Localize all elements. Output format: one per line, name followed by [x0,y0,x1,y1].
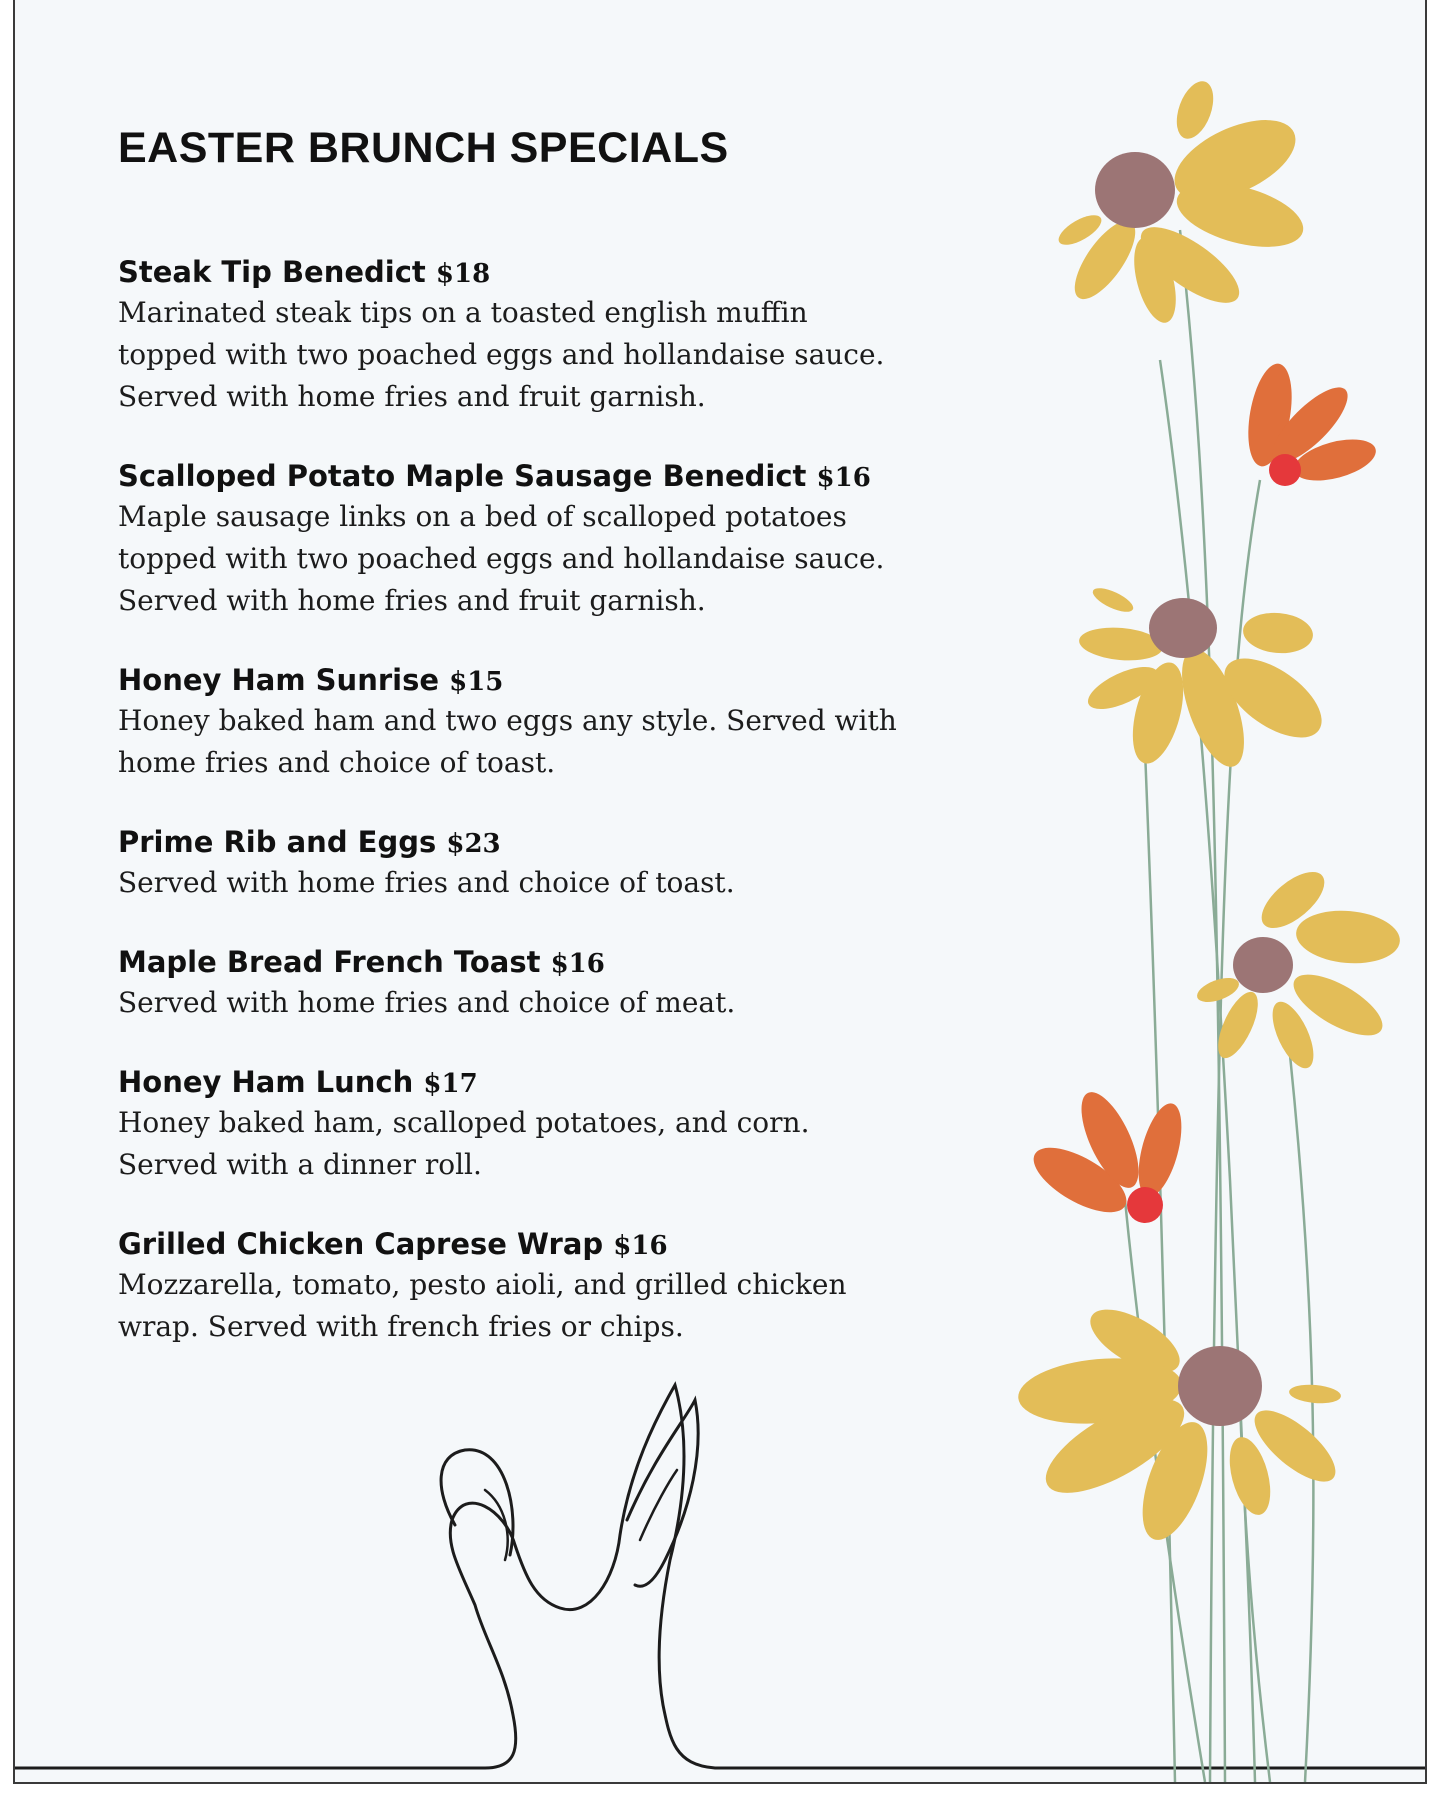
daisy-flower-icon [1054,76,1310,327]
menu-item-description: Served with home fries and choice of toast. [118,866,735,899]
menu-item-price: $23 [446,829,501,859]
menu-item-name: Scalloped Potato Maple Sausage Benedict [118,459,807,493]
menu-item-price: $16 [613,1231,668,1261]
stem [1290,1055,1313,1782]
menu-item-description: Marinated steak tips on a toasted english muffin topped with two poached eggs and hollandaise sauce. Served with home fries and fruit garnish. [118,296,885,413]
menu-item-name: Honey Ham Lunch [118,1065,414,1099]
menu-item-description: Maple sausage links on a bed of scalloped potatoes topped with two poached eggs and hollandaise sauce. Served with home fries and fruit garnish. [118,500,885,617]
menu-item-description: Honey baked ham and two eggs any style. Served with home fries and choice of toast. [118,704,897,779]
stem [1180,230,1225,1782]
menu-item-price: $16 [816,463,871,493]
stem [1145,750,1175,1782]
menu-page [13,0,1427,1784]
daisy-flower-icon [1078,583,1335,774]
menu-item-name: Honey Ham Sunrise [118,663,440,697]
flower-decoration [15,0,1425,1782]
menu-item-name: Steak Tip Benedict [118,255,426,289]
menu-item-description: Honey baked ham, scalloped potatoes, and corn. Served with a dinner roll. [118,1106,810,1181]
menu-item-price: $16 [550,949,605,979]
stem [1160,360,1255,1782]
menu-item-name: Prime Rib and Eggs [118,825,437,859]
menu-item-price: $15 [449,667,504,697]
menu-item-price: $18 [435,259,491,289]
menu-item-name: Maple Bread French Toast [118,945,541,979]
menu-title: EASTER BRUNCH SPECIALS [118,124,729,172]
orange-flower-icon [1024,1084,1190,1225]
menu-item-description: Mozzarella, tomato, pesto aioli, and grilled chicken wrap. Served with french fries or chips. [118,1268,847,1343]
daisy-flower-icon [1016,1297,1347,1548]
menu-item-name: Grilled Chicken Caprese Wrap [118,1227,604,1261]
orange-flower-icon [1241,360,1380,488]
menu-item-description: Served with home fries and choice of meat. [118,986,736,1019]
menu-item-price: $17 [423,1069,478,1099]
